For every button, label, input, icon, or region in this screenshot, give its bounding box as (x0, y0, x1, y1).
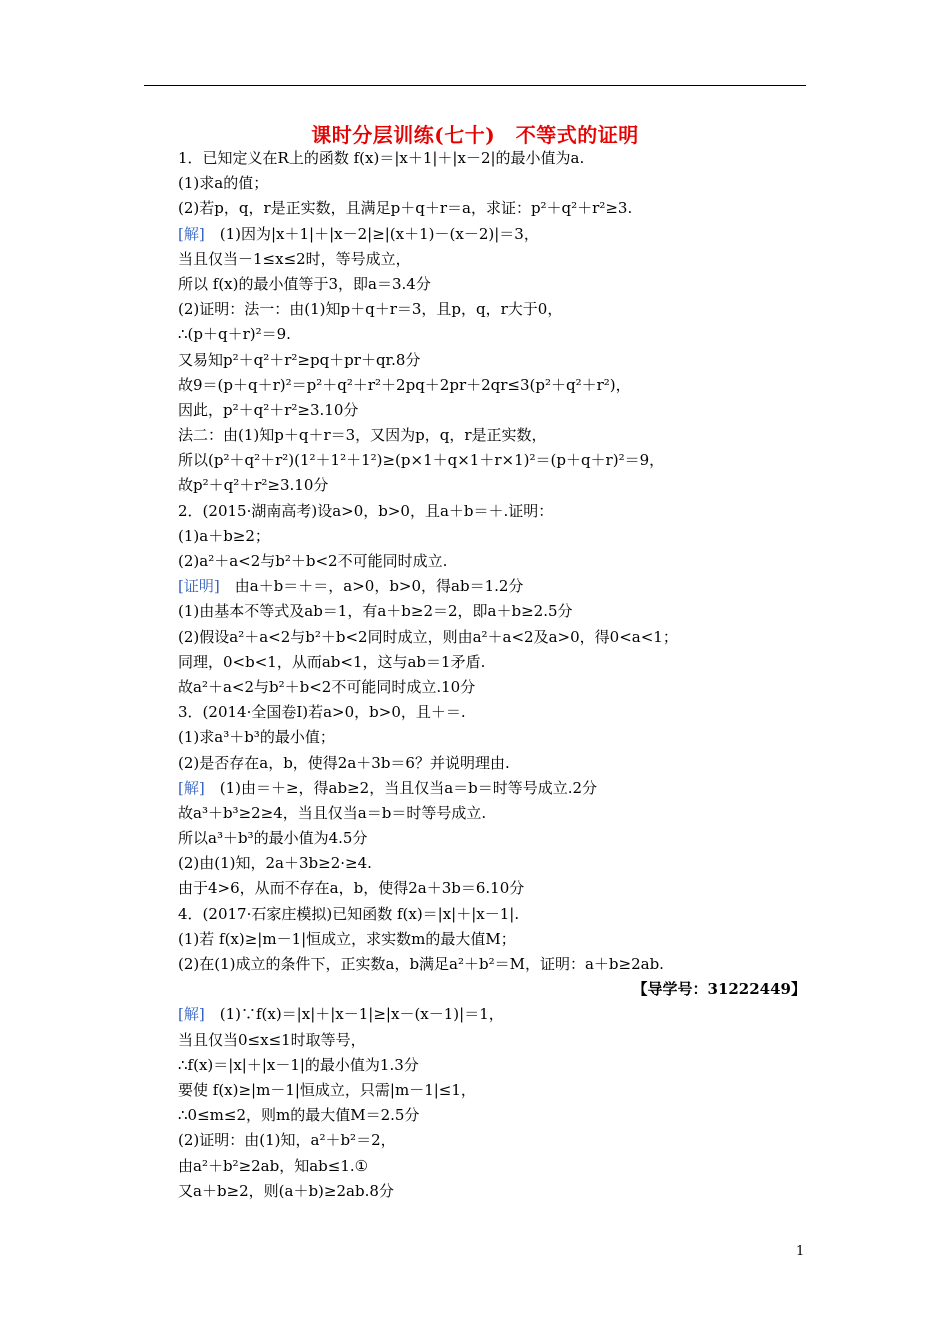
text-line (178, 574, 806, 599)
text-line: 由于4>6，从而不存在a，b，使得2a＋3b＝6.10分 (178, 879, 525, 898)
text-line: 故9＝(p＋q＋r)²＝p²＋q²＋r²＋2pq＋2pr＋2qr≤3(p²＋q²＋r²)， (178, 375, 631, 394)
line-text: (1)由＝＋≥，得ab≥2，当且仅当a＝b＝时等号成立.2分 (204, 778, 598, 797)
guide-number: 【导学号：31222449】 (632, 980, 806, 999)
text-line: 所以a³＋b³的最小值为4.5分 (178, 829, 368, 848)
text-line: 由a²＋b²≥2ab，知ab≤1.① (178, 1156, 369, 1175)
text-line: 3．(2014·全国卷Ⅰ)若a>0，b>0，且＋＝. (178, 703, 466, 722)
header-rule (144, 85, 806, 86)
text-line: 故a²＋a<2与b²＋b<2不可能同时成立.10分 (178, 677, 476, 696)
text-line: (1)求a的值； (178, 174, 269, 193)
solution-tag: [证明] (178, 577, 220, 596)
text-line: 法二：由(1)知p＋q＋r＝3，又因为p，q，r是正实数， (178, 426, 547, 445)
text-line: 4．(2017·石家庄模拟)已知函数 f(x)＝|x|＋|x－1|. (178, 904, 520, 923)
text-line: (2)由(1)知，2a＋3b≥2·≥4. (178, 854, 372, 873)
text-line: (2)假设a²＋a<2与b²＋b<2同时成立，则由a²＋a<2及a>0，得0<a<1； (178, 627, 678, 646)
page-number: 1 (796, 1244, 805, 1259)
text-line: 故a³＋b³≥2≥4，当且仅当a＝b＝时等号成立. (178, 803, 487, 822)
text-line: 又a＋b≥2，则(a＋b)≥2ab.8分 (178, 1181, 394, 1200)
solution-tag: [解] (178, 778, 205, 797)
text-line: 当且仅当0≤x≤1时取等号， (178, 1030, 366, 1049)
solution-tag: [解] (178, 1005, 205, 1024)
text-line (178, 977, 806, 1002)
text-line: 1．已知定义在R上的函数 f(x)＝|x＋1|＋|x－2|的最小值为a. (178, 149, 585, 167)
solution-tag: [解] (178, 224, 205, 243)
text-line: (2)是否存在a，b，使得2a＋3b＝6？并说明理由. (178, 753, 510, 772)
text-line: (1)a＋b≥2； (178, 526, 270, 545)
text-line: (1)求a³＋b³的最小值； (178, 728, 335, 747)
text-line: (2)证明：由(1)知，a²＋b²＝2， (178, 1131, 396, 1150)
line-text: (1)因为|x＋1|＋|x－2|≥|(x＋1)－(x－2)|＝3， (204, 224, 539, 243)
text-line (178, 222, 806, 247)
text-line: 同理，0<b<1，从而ab<1，这与ab＝1矛盾. (178, 652, 486, 671)
line-text: 由a＋b＝＋＝，a>0，b>0，得ab＝1.2分 (219, 577, 524, 596)
text-line: (1)由基本不等式及ab＝1，有a＋b≥2＝2，即a＋b≥2.5分 (178, 602, 573, 621)
text-line: 又易知p²＋q²＋r²≥pq＋pr＋qr.8分 (178, 350, 421, 369)
text-line: 要使 f(x)≥|m－1|恒成立，只需|m－1|≤1， (178, 1080, 476, 1099)
line-text: (1)∵f(x)＝|x|＋|x－1|≥|x－(x－1)|＝1， (204, 1005, 504, 1024)
text-line (178, 776, 806, 801)
text-line (178, 1002, 806, 1027)
document-body (178, 146, 806, 1204)
text-line: (2)a²＋a<2与b²＋b<2不可能同时成立. (178, 552, 448, 570)
text-line: (2)若p，q，r是正实数，且满足p＋q＋r＝a，求证：p²＋q²＋r²≥3. (178, 199, 633, 218)
text-line: 所以(p²＋q²＋r²)(1²＋1²＋1²)≥(p×1＋q×1＋r×1)²＝(p＋q＋r)²＝9， (178, 451, 665, 470)
text-line: 2．(2015·湖南高考)设a>0，b>0，且a＋b＝＋.证明： (178, 501, 554, 520)
text-line: 因此，p²＋q²＋r²≥3.10分 (178, 400, 359, 419)
text-line: 所以 f(x)的最小值等于3，即a＝3.4分 (178, 274, 431, 293)
text-line: ∴0≤m≤2，则m的最大值M＝2.5分 (178, 1106, 420, 1125)
text-line: (2)在(1)成立的条件下，正实数a，b满足a²＋b²＝M，证明：a＋b≥2ab. (178, 955, 664, 973)
text-line: (2)证明：法一：由(1)知p＋q＋r＝3，且p，q，r大于0， (178, 300, 563, 319)
text-line: ∴f(x)＝|x|＋|x－1|的最小值为1.3分 (178, 1055, 419, 1074)
text-line: ∴(p＋q＋r)²＝9. (178, 325, 291, 344)
text-line: (1)若 f(x)≥|m－1|恒成立，求实数m的最大值M； (178, 929, 516, 948)
page-title: 课时分层训练(七十) 不等式的证明 (311, 123, 639, 147)
text-line: 当且仅当－1≤x≤2时，等号成立， (178, 249, 411, 268)
text-line: 故p²＋q²＋r²≥3.10分 (178, 476, 329, 495)
